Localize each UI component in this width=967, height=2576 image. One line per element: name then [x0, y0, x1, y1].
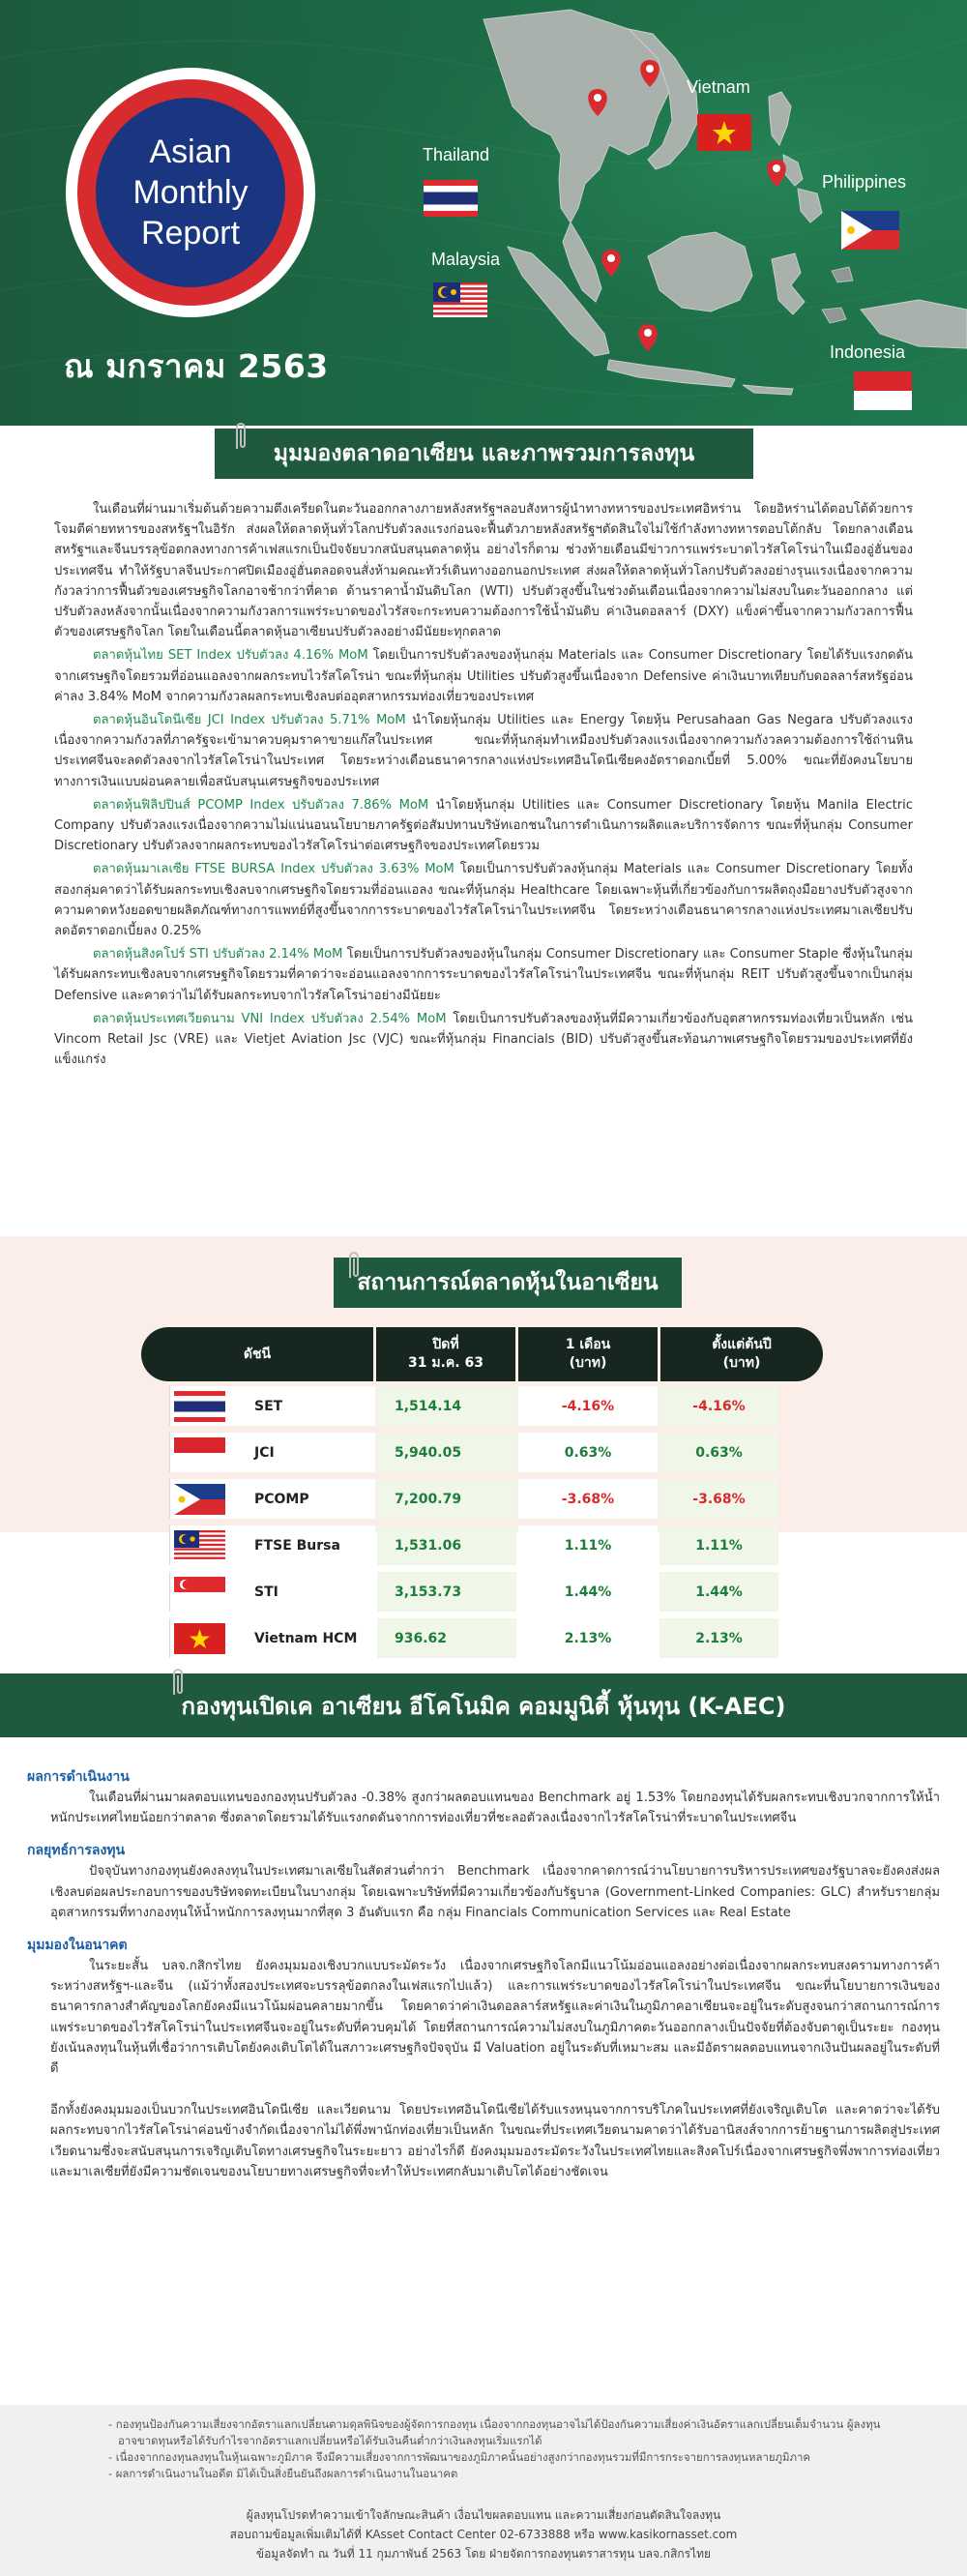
month-change: -3.68%	[518, 1479, 658, 1519]
footer-note: - ผลการดำเนินงานในอดีต มิได้เป็นสิ่งยืนยันถึงผลการดำเนินงานในอนาคต	[108, 2466, 882, 2482]
section1-header	[215, 429, 753, 479]
performance-text: ในเดือนที่ผ่านมาผลตอบแทนของกองทุนปรับตัวลง -0.38% สูงกว่าผลตอบแทนของ Benchmark อยู่ 1.53% โดยกองทุนได้รับผลกระทบเชิงบวกจากการให้น้ำหนักประเทศไทยน้อยกว่าตลาด ซึ่งตลาดโดยรวมได้รับแรงกดดันจากการท่องเที่ยวที่ชะลอตัวลงเนื่องจากไวรัสโคโรน่าที่ระบาดในประเทศจีน	[50, 1791, 940, 1826]
thailand-flag-icon	[174, 1391, 225, 1422]
vietnam-flag-icon	[174, 1623, 225, 1654]
header-index: ดัชนี	[141, 1327, 373, 1381]
close-value: 1,531.06	[377, 1525, 516, 1565]
singapore-flag-icon	[174, 1577, 225, 1608]
index-name: SET	[254, 1398, 283, 1414]
fund-section	[27, 1759, 940, 2182]
label-thailand: Thailand	[423, 145, 490, 164]
table-row	[169, 1525, 778, 1565]
section2-title: สถานการณ์ตลาดหุ้นในอาเซียน	[357, 1270, 659, 1295]
close-value: 936.62	[377, 1618, 516, 1658]
section1-title: มุมมองตลาดอาเซียน และภาพรวมการลงทุน	[273, 441, 695, 466]
strategy-text: ปัจจุบันทางกองทุนยังคงลงทุนในประเทศมาเลเซียในสัดส่วนต่ำกว่า Benchmark เนื่องจากคาดการณ์ว่านโยบายการบริหารประเทศของรัฐบาลจะยังคงส่งผลเชิงลบต่อผลประกอบการของบริษัทจดทะเบียนในบางกลุ่ม โดยเฉพาะบริษัทที่มีความเกี่ยวข้องกับรัฐบาล (Government-Linked Companies: GLC) สำหรับรายกลุ่มอุตสาหกรรมที่ทางกองทุนให้น้ำหนักการลงทุนมากที่สุด 3 อันดับแรก คือ กลุ่ม Financials Communication Services และ Real Estate	[50, 1864, 940, 1920]
market-vietnam: ตลาดหุ้นประเทศเวียดนาม VNI Index ปรับตัวลง 2.54% MoM โดยเป็นการปรับตัวลงของหุ้นที่มีความเกี่ยวข้องกับอุตสาหกรรมท่องเที่ยวเป็นหลัก เช่น Vincom Retail Jsc (VRE) และ Vietjet Aviation Jsc (VJC) ขณะที่หุ้นกลุ่ม Financials (BID) ปรับตัวสูงขึ้นสะท้อนภาพเศรษฐกิจโดยรวมของประเทศที่ยังแข็งแกร่ง	[54, 1011, 913, 1068]
vietnam-flag-icon	[697, 114, 751, 151]
index-name: Vietnam HCM	[254, 1630, 358, 1646]
footer-note: - เนื่องจากกองทุนลงทุนในหุ้นเฉพาะภูมิภาค จึงมีความเสี่ยงจากการพัฒนาของภูมิภาคนั้นอย่างสูงกว่ากองทุนรวมที่มีการกระจายการลงทุนหลายภูมิภาค	[108, 2449, 882, 2466]
malaysia-flag-icon	[433, 282, 487, 317]
performance-heading: ผลการดำเนินงาน	[27, 1769, 130, 1785]
close-value: 5,940.05	[377, 1433, 516, 1472]
table-row	[169, 1433, 778, 1472]
hero-banner	[0, 0, 967, 426]
section2-header	[334, 1258, 682, 1308]
close-value: 3,153.73	[377, 1572, 516, 1612]
market-philippines: ตลาดหุ้นฟิลิปปินส์ PCOMP Index ปรับตัวลง 7.86% MoM นำโดยหุ้นกลุ่ม Utilities และ Consumer Discretionary โดยหุ้น Manila Electric Company ปรับตัวลงแรงเนื่องจากความไม่แน่นอนนโยบายภาครัฐต่อสัมปทานบริษัทเอกชนในการดำเนินการผลิตและบริการจัดการ ขณะที่หุ้นกลุ่ม Consumer Discretionary ปรับตัวลงจากผลกระทบของไวรัสโคโรน่าต่อเศรษฐกิจของประเทศโดยรวม	[54, 797, 913, 854]
footer-notes	[108, 2416, 882, 2482]
index-name: JCI	[254, 1444, 275, 1461]
footer-note: - กองทุนป้องกันความเสี่ยงจากอัตราแลกเปลี่ยนตามดุลพินิจของผู้จัดการกองทุน เนื่องจากกองทุนอาจไม่ได้ป้องกันความเสี่ยงค่าเงินอัตราแลกเปลี่ยนเต็มจำนวน ผู้ลงทุนอาจขาดทุนหรือได้รับกำไรจากอัตราแลกเปลี่ยนหรือได้รับเงินคืนต่ำกว่าเงินลงทุนเริ่มแรกได้	[108, 2416, 882, 2449]
header-1month: 1 เดือน (บาท)	[518, 1327, 658, 1381]
market-singapore: ตลาดหุ้นสิงคโปร์ STI ปรับตัวลง 2.14% MoM โดยเป็นการปรับตัวลงของหุ้นในกลุ่ม Consumer Discretionary และ Consumer Staple ซึ่งหุ้นในกลุ่มได้รับผลกระทบเชิงลบจากเศรษฐกิจโดยรวมที่คาดว่าจะอ่อนแอลงจากการระบาดของไวรัสโคโรน่าในประเทศจีน ขณะที่หุ้นกลุ่ม REIT ปรับตัวสูงขึ้นจากเป็นกลุ่ม Defensive และคาดว่าไม่ได้รับผลกระทบจากไวรัสโคโรน่าอย่างมีนัยยะ	[54, 947, 914, 1003]
thailand-flag-icon	[424, 180, 478, 217]
overview-intro: ในเดือนที่ผ่านมาเริ่มต้นด้วยความตึงเครียดในตะวันออกกลางภายหลังสหรัฐฯลอบสังหารผู้นำทางทหารของประเทศอิหร่าน โดยอิหร่านได้ตอบโต้ด้วยการโจมตีค่ายทหารของสหรัฐฯในอิรัก ส่งผลให้ตลาดหุ้นทั่วโลกปรับตัวลงแรงก่อนจะฟื้นตัวภายหลังสหรัฐฯตัดสินใจไม่ใช้กำลังทางทหารตอบโต้กลับ โดยกลางเดือนสหรัฐฯและจีนบรรลุข้อตกลงทางการค้าเฟสแรกเป็นปัจจัยบวกสนับสนุนตลาดหุ้น อย่างไรก็ตาม ช่วงท้ายเดือนมีข่าวการแพร่ระบาดไวรัสโคโรน่าในเมืองอู่ฮั่นของประเทศจีน ทำให้รัฐบาลจีนประกาศปิดเมืองอู่ฮั่นตลอดจนสั่งห้ามคณะทัวร์เดินทางออกนอกประเทศ ส่งผลให้ตลาดหุ้นทั่วโลกปรับตัวลงอย่างรุนแรงเนื่องจากความกังวลว่าการฟื้นตัวของเศรษฐกิจโลกอาจช้ากว่าที่คาด ด้านราคาน้ำมันดิบโลก (WTI) ปรับตัวสูงขึ้นในช่วงต้นเดือนเนื่องจากความไม่สงบในตะวันออกกลาง แต่ปรับตัวลงหลังจากนั้นเนื่องจากความกังวลการแพร่ระบาดของไวรัสจะกระทบความต้องการใช้น้ำมันดิบ ค่าเงินดอลลาร์ (DXY) แข็งค่าขึ้นจากความกังวลการฟื้นตัวของเศรษฐกิจโลก โดยในเดือนนี้ตลาดหุ้นอาเซียนปรับตัวลงอย่างมีนัยยะทุกตลาด	[54, 502, 913, 640]
report-date: ณ มกราคม 2563	[64, 347, 329, 385]
index-name: STI	[254, 1584, 278, 1600]
ytd-change: 1.11%	[659, 1525, 778, 1565]
table-row	[169, 1618, 778, 1658]
badge-line-2: Monthly	[132, 174, 249, 211]
ytd-change: 0.63%	[659, 1433, 778, 1472]
month-change: 1.11%	[518, 1525, 658, 1565]
table-row	[169, 1479, 778, 1519]
strategy-heading: กลยุทธ์การลงทุน	[27, 1843, 126, 1859]
month-change: 2.13%	[518, 1618, 658, 1658]
paperclip-icon	[345, 1249, 363, 1282]
table-row	[169, 1572, 778, 1612]
contact-line-3: ข้อมูลจัดทำ ณ วันที่ 11 กุมภาพันธ์ 2563 โดย ฝ่ายจัดการกองทุนตราสารทุน บลจ.กสิกรไทย	[255, 2547, 712, 2561]
philippines-flag-icon	[841, 211, 899, 250]
header-ytd: ตั้งแต่ต้นปี (บาท)	[660, 1327, 823, 1381]
indonesia-flag-icon	[174, 1437, 225, 1468]
close-value: 1,514.14	[377, 1386, 516, 1426]
ytd-change: 2.13%	[659, 1618, 778, 1658]
badge-line-3: Report	[140, 215, 241, 252]
market-indonesia: ตลาดหุ้นอินโดนีเซีย JCI Index ปรับตัวลง 5.71% MoM นำโดยหุ้นกลุ่ม Utilities และ Energy โดยหุ้น Perusahaan Gas Negara ปรับตัวลงแรงเนื่องจากความกังวลที่ภาครัฐจะเข้ามาควบคุมราคาขายแก๊สในประเทศ ขณะที่หุ้นกลุ่มทำเหมืองปรับตัวลงแรงเนื่องจากความกังวลความต้องการใช้ถ่านหินประเทศจีนจะลดตัวลงจากไวรัสโคโรน่าในประเทศ โดยระหว่างเดือนธนาคารกลางแห่งประเทศอินโดนีเซียคงอัตราดอกเบี้ยที่ 5.00% ขณะที่ยังคงนโยบายทางการเงินแบบผ่อนคลายเพื่อสนับสนุนเศรษฐกิจของประเทศ	[54, 713, 913, 789]
indonesia-flag-icon	[854, 371, 912, 410]
header-close: ปิดที่ 31 ม.ค. 63	[376, 1327, 515, 1381]
table-row	[169, 1386, 778, 1426]
month-change: 0.63%	[518, 1433, 658, 1472]
market-malaysia: ตลาดหุ้นมาเลเซีย FTSE BURSA Index ปรับตัวลง 3.63% MoM โดยเป็นการปรับตัวลงหุ้นกลุ่ม Materials และ Consumer Discretionary โดยทั้งสองกลุ่มคาดว่าได้รับผลกระทบเชิงลบจากเศรษฐกิจโดยรวมที่อ่อนแอลง ขณะที่หุ้นกลุ่ม Healthcare โดยเฉพาะหุ้นที่เกี่ยวข้องกับการผลิตถุงมือยางปรับตัวสูงจากความคาดหวังยอดขายผลิตภัณฑ์ทางการแพทย์ที่สูงขึ้นจากการระบาดของไวรัสโคโรน่าในประเทศจีน โดยระหว่างเดือนธนาคารกลางแห่งประเทศมาเลเซียปรับลดอัตราดอกเบี้ยลง 0.25%	[54, 862, 913, 939]
ytd-change: 1.44%	[659, 1572, 778, 1612]
ytd-change: -3.68%	[659, 1479, 778, 1519]
outlook-text-1: ในระยะสั้น บลจ.กสิกรไทย ยังคงมุมมองเชิงบวกแบบระมัดระวัง เนื่องจากเศรษฐกิจโลกมีแนวโน้มอ่อนแอลงอย่างต่อเนื่องจากผลกระทบสงครามทางการค้าระหว่างสหรัฐฯ-และจีน (แม้ว่าทั้งสองประเทศจะบรรลุข้อตกลงในเฟสแรกไปแล้ว) และการแพร่ระบาดของไวรัสโคโรน่าในประเทศจีน ขณะที่นโยบายการเงินของธนาคารกลางสำคัญของโลกยังคงมีแนวโน้มผ่อนคลายมากขึ้น โดยคาดว่าค่าเงินดอลลาร์สหรัฐและค่าเงินในภูมิภาคอาเซียนจะอยู่ในระดับสูงจนกว่าสถานการณ์การแพร่ระบาดของไวรัสโคโรน่าในประเทศจีนจะอยู่ในระดับที่ควบคุมได้ โดยที่สถานการณ์ความไม่สงบในภูมิภาคตะวันออกกลางเป็นปัจจัยที่ต้องจับตาดูเป็นระยะ กองทุนยังเน้นลงทุนในหุ้นที่เชื่อว่าการเติบโตยังคงเติบโตได้ในสภาวะเศรษฐกิจปัจจุบัน มี Valuation อยู่ในระดับที่เหมาะสม และมีอัตราผลตอบแทนจากเงินปันผลอยู่ในระดับที่ดี	[50, 1959, 940, 2077]
malaysia-flag-icon	[174, 1530, 225, 1561]
contact-line-1: ผู้ลงทุนโปรดทำความเข้าใจลักษณะสินค้า เงื่อนไขผลตอบแทน และความเสี่ยงก่อนตัดสินใจลงทุน	[246, 2508, 721, 2522]
section3-title: กองทุนเปิดเค อาเซียน อีโคโนมิค คอมมูนิตี้ หุ้นทุน (K-AEC)	[181, 1692, 786, 1720]
philippines-flag-icon	[174, 1484, 225, 1515]
close-value: 7,200.79	[377, 1479, 516, 1519]
section3-header	[0, 1673, 967, 1737]
market-thailand: ตลาดหุ้นไทย SET Index ปรับตัวลง 4.16% MoM โดยเป็นการปรับตัวลงของหุ้นกลุ่ม Materials และ Consumer Discretionary โดยได้รับแรงกดดันจากเศรษฐกิจโดยรวมที่อ่อนแอลงจากผลกระทบไวรัสโคโรน่า ขณะที่หุ้นกลุ่ม Utilities ปรับตัวสูงขึ้นเนื่องจาก Defensive ค่าเงินบาทเทียบกับดอลลาร์สหรัฐอ่อนค่าลง 3.84% MoM จากความกังวลผลกระทบเชิงลบต่ออุตสาหกรรมท่องเที่ยวของประเทศ	[54, 648, 913, 704]
badge-line-1: Asian	[149, 133, 232, 170]
outlook-text-2: อีกทั้งยังคงมุมมองเป็นบวกในประเทศอินโดนีเซีย และเวียดนาม โดยประเทศอินโดนีเซียได้รับแรงหนุนจากการบริโภคในประเทศที่ยังเจริญเติบโต และคาดว่าจะได้รับผลกระทบจากไวรัสโคโรน่าค่อนข้างจำกัดเนื่องจากไม่ได้พึ่งพานักท่องเที่ยวเป็นหลัก ในขณะที่ประเทศเวียดนามคาดว่าได้รับอานิสงส์จากการย้ายฐานการผลิตสู่ประเทศเวียดนามซึ่งจะสนับสนุนการเจริญเติบโตทางเศรษฐกิจในระยะยาว อย่างไรก็ดี ยังคงมุมมองระมัดระวังในประเทศไทยและสิงคโปร์เนื่องจากเศรษฐกิจพึ่งพาการท่องเที่ยว และมาเลเซียที่ยังมีความชัดเจนของนโยบายทางเศรษฐกิจที่จะทำให้ประเทศกลับมาเติบโตได้อย่างชัดเจน	[50, 2103, 940, 2179]
label-vietnam: Vietnam	[687, 77, 750, 97]
footer-contact	[0, 2505, 967, 2563]
paperclip-icon	[232, 420, 249, 453]
paperclip-icon	[169, 1666, 187, 1699]
month-change: -4.16%	[518, 1386, 658, 1426]
label-philippines: Philippines	[822, 172, 907, 192]
index-name: PCOMP	[254, 1491, 309, 1507]
report-badge	[66, 68, 315, 317]
index-name: FTSE Bursa	[254, 1537, 340, 1554]
ytd-change: -4.16%	[659, 1386, 778, 1426]
month-change: 1.44%	[518, 1572, 658, 1612]
market-overview-text	[54, 499, 913, 1073]
outlook-heading: มุมมองในอนาคต	[27, 1938, 128, 1954]
label-indonesia: Indonesia	[830, 342, 906, 362]
label-malaysia: Malaysia	[431, 250, 501, 269]
contact-line-2: สอบถามข้อมูลเพิ่มเติมได้ที่ KAsset Contact Center 02-6733888 หรือ www.kasikornasset.com	[229, 2528, 738, 2541]
